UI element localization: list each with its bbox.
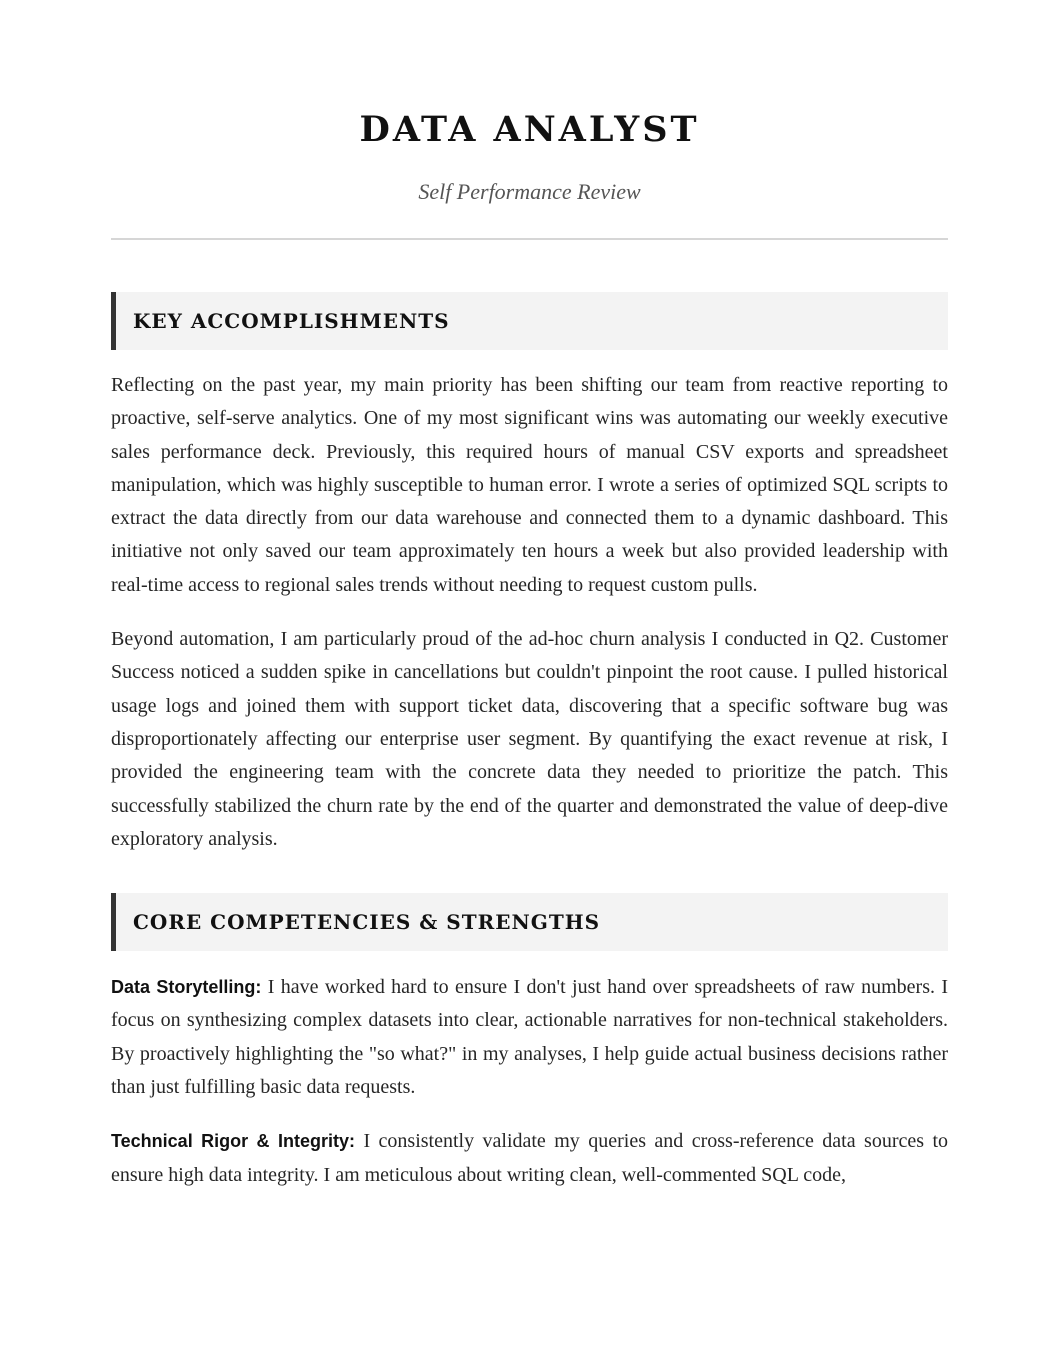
section-heading-label: CORE COMPETENCIES & STRENGTHS: [133, 910, 601, 935]
paragraph-lead-label: Technical Rigor & Integrity:: [111, 1131, 355, 1152]
header-divider: [111, 238, 948, 240]
paragraph-automation: Reflecting on the past year, my main priority has been shifting our team from reactive reporting to proactive, self-serve analytics. One of my most significant wins was automating our weekly executive sales performance deck. Previously, this required hours of manual CSV exports and spreadsheet manipulation, which was highly susceptible to human error. I wrote a series of optimized SQL scripts to extract the data directly from our data warehouse and connected them to a dynamic dashboard. This initiative not only saved our team approximately ten hours a week but also provided leadership with real-time access to regional sales trends without needing to request custom pulls.: [111, 374, 948, 596]
section-heading-core-competencies: [111, 893, 948, 951]
paragraph-lead-label: Data Storytelling:: [111, 977, 262, 998]
document-subtitle: Self Performance Review: [418, 179, 641, 204]
paragraph-body: I have worked hard to ensure I don't just hand over spreadsheets of raw numbers. I focus on synthesizing complex datasets into clear, actionable narratives for non-technical stakeholders. By proactively highlighting the "so what?" in my analyses, I help guide actual business decisions rather than just fulfilling basic data requests.: [111, 976, 949, 1099]
paragraph-body: I consistently validate my queries and cross-reference data sources to ensure high data integrity. I am meticulous about writing clean, well-commented SQL code,: [111, 1130, 949, 1186]
document-title: DATA ANALYST: [359, 109, 700, 150]
paragraph-data-storytelling: [111, 971, 948, 1104]
paragraph-technical-rigor: [111, 1125, 948, 1192]
section-heading-label: KEY ACCOMPLISHMENTS: [133, 309, 450, 333]
section-heading-key-accomplishments: [111, 292, 948, 350]
paragraph-churn-analysis: Beyond automation, I am particularly proud of the ad-hoc churn analysis I conducted in Q2. Customer Success noticed a sudden spike in cancellations but couldn't pinpoint the root cause. I pulled historical usage logs and joined them with support ticket data, discovering that a specific software bug was disproportionately affecting our enterprise user segment. By quantifying the exact revenue at risk, I provided the engineering team with the concrete data they needed to prioritize the patch. This successfully stabilized the churn rate by the end of the quarter and demonstrated the value of deep-dive exploratory analysis.: [111, 628, 948, 850]
document-page: [111, 0, 948, 1192]
